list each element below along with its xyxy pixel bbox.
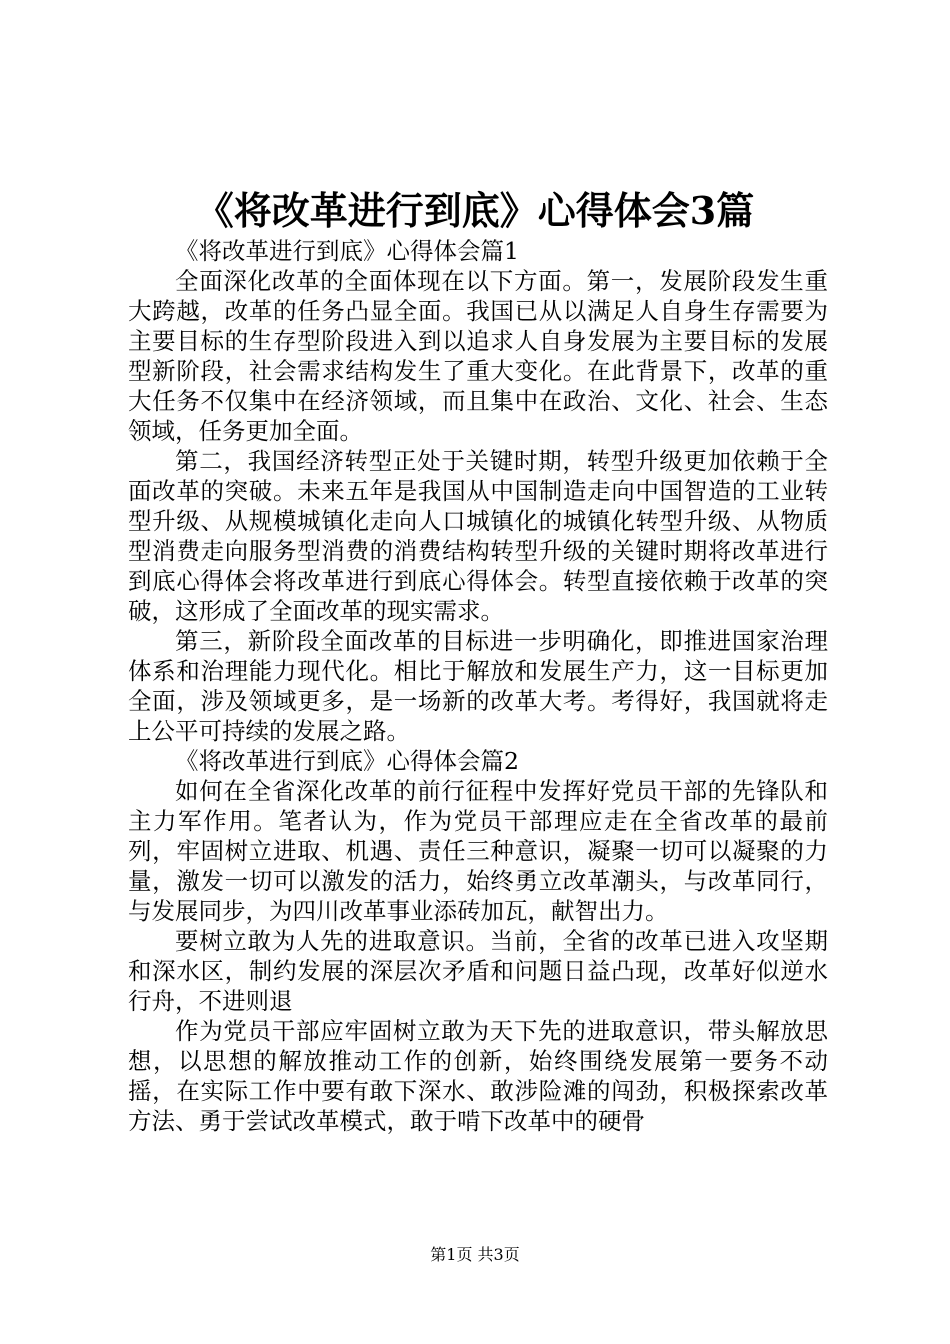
document-body	[128, 236, 828, 1136]
paragraph: 全面深化改革的全面体现在以下方面。第一，发展阶段发生重大跨越，改革的任务凸显全面。我国已从以满足人自身生存需要为主要目标的生存型阶段进入到以追求人自身发展为主要目标的发展型新阶段，社会需求结构发生了重大变化。在此背景下，改革的重大任务不仅集中在经济领域，而且集中在政治、文化、社会、生态领域，任务更加全面。	[128, 267, 828, 445]
paragraph: 作为党员干部应牢固树立敢为天下先的进取意识，带头解放思想，以思想的解放推动工作的创新，始终围绕发展第一要务不动摇，在实际工作中要有敢下深水、敢涉险滩的闯劲，积极探索改革方法、勇于尝试改革模式，敢于啃下改革中的硬骨	[128, 1017, 828, 1135]
paragraph: 第二，我国经济转型正处于关键时期，转型升级更加依赖于全面改革的突破。未来五年是我国从中国制造走向中国智造的工业转型升级、从规模城镇化走向人口城镇化的城镇化转型升级、从物质型消费走向服务型消费的消费结构转型升级的关键时期将改革进行到底心得体会将改革进行到底心得体会。转型直接依赖于改革的突破，这形成了全面改革的现实需求。	[128, 447, 828, 625]
paragraph: 要树立敢为人先的进取意识。当前，全省的改革已进入攻坚期和深水区，制约发展的深层次矛盾和问题日益凸现，改革好似逆水行舟，不进则退	[128, 927, 828, 1015]
section-heading-1: 《将改革进行到底》心得体会篇1	[175, 237, 519, 265]
paragraph: 如何在全省深化改革的前行征程中发挥好党员干部的先锋队和主力军作用。笔者认为，作为党员干部理应走在全省改革的最前列，牢固树立进取、机遇、责任三种意识，凝聚一切可以凝聚的力量，激发一切可以激发的活力，始终勇立改革潮头，与改革同行，与发展同步，为四川改革事业添砖加瓦，献智出力。	[128, 777, 828, 925]
document-title: 《将改革进行到底》心得体会3篇	[195, 188, 755, 233]
paragraph: 第三，新阶段全面改革的目标进一步明确化，即推进国家治理体系和治理能力现代化。相比于解放和发展生产力，这一目标更加全面，涉及领域更多，是一场新的改革大考。考得好，我国就将走上公平可持续的发展之路。	[128, 627, 828, 745]
page-number-footer: 第1页 共3页	[430, 1245, 520, 1264]
section-heading-2: 《将改革进行到底》心得体会篇2	[175, 747, 519, 775]
